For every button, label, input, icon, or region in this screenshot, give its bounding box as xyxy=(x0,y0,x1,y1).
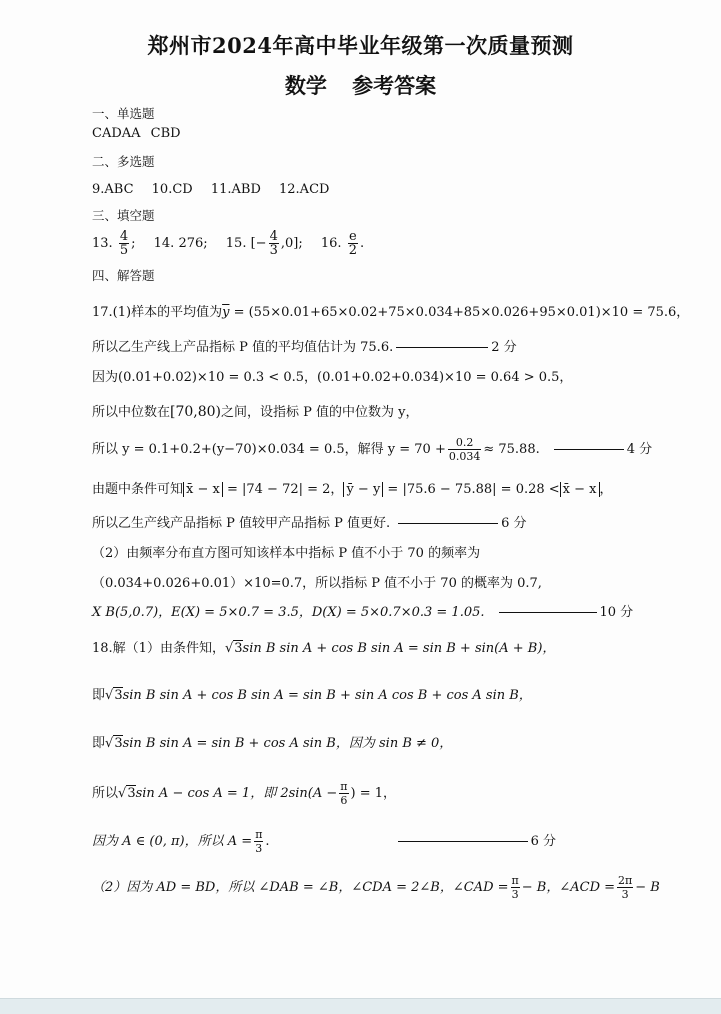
q18-l4-num: π xyxy=(340,780,348,793)
q18-l6-fraction-2 xyxy=(617,874,633,901)
multi-choice-answers: 9.ABC 10.CD 11.ABD 12.ACD xyxy=(92,182,330,197)
q17-line-7 xyxy=(92,516,527,532)
q17-abs-2: ȳ − y xyxy=(343,482,383,497)
q18-line-4: 所以√3sin A − cos A = 1，即 2sin(A − $\frac{\pi}{6}$ ) = 1， xyxy=(92,780,397,807)
q17-l5-post: ≈ 75.88. xyxy=(483,442,540,457)
q18-l6-post: − B xyxy=(635,880,660,895)
q18-l4-fraction xyxy=(339,780,348,807)
q18-line-3: 即√3sin B sin A = sin B + cos A sin B，因为 sin B ≠ 0， xyxy=(92,736,453,751)
q16-fraction xyxy=(348,230,358,257)
q13-numerator: 4 xyxy=(119,229,129,244)
q17-interval: [70,80) xyxy=(170,404,222,420)
section-heading-solutions: 四、解答题 xyxy=(92,268,155,283)
q16-denominator: 2 xyxy=(348,243,357,258)
q16-label: 16. xyxy=(320,236,342,251)
q18-line-1: 18.解（1）由条件知，√3sin B sin A + cos B sin A = sin B + sin(A + B)， xyxy=(92,641,556,656)
q13-fraction xyxy=(119,230,129,257)
q18-line-2: 即√3sin B sin A + cos B sin A = sin B + sin A cos B + cos A sin B， xyxy=(92,688,532,703)
q18-l2-pre: 即 xyxy=(92,688,106,703)
q17-line-6 xyxy=(92,482,613,498)
page-bottom-border xyxy=(0,998,721,1014)
q18-l6-num2: 2π xyxy=(618,874,633,887)
score-dash xyxy=(398,841,528,842)
q13-tail: ; xyxy=(131,236,136,251)
q17-line-3: 因为(0.01+0.02)×10 = 0.3 < 0.5，(0.01+0.02+0.034)×10 = 0.64 > 0.5， xyxy=(92,370,573,385)
document-subtitle: 数学 参考答案 xyxy=(284,73,437,98)
q17-l5-num: 0.2 xyxy=(448,436,482,450)
q18-l5-den: 3 xyxy=(255,842,263,855)
q17-l6-pre: 由题中条件可知 xyxy=(92,482,184,497)
q17-l4-pre: 所以中位数在 xyxy=(92,405,171,420)
q17-l6-mid: = |74 − 72| = 2， xyxy=(222,482,344,497)
q18-l6-fraction-1 xyxy=(511,874,520,901)
q18-l4-root: 3 xyxy=(127,786,136,801)
q17-abs-1: x̄ − x xyxy=(183,482,223,497)
q17-line-8: （2）由频率分布直方图可知该样本中指标 P 值不小于 70 的频率为 xyxy=(92,546,481,561)
q15-fraction xyxy=(269,230,279,257)
q17-l6-mid2: = |75.6 − 75.88| = 0.28 < xyxy=(383,482,560,497)
q18-line-5 xyxy=(92,828,556,855)
q15-pre: [− xyxy=(250,236,267,251)
q14-answer: 14. 276; xyxy=(153,236,208,251)
q17-l2-text: 所以乙生产线上产品指标 P 值的平均值估计为 75.6. xyxy=(92,340,394,355)
q17-score-10: 10 分 xyxy=(599,605,634,620)
q18-l1-expr: sin B sin A + cos B sin A = sin B + sin(A + B)， xyxy=(242,641,556,656)
q13-label: 13. xyxy=(92,236,113,251)
score-dash xyxy=(554,449,624,450)
q18-l3-expr: sin B sin A = sin B + cos A sin B，因为 sin B ≠ 0， xyxy=(122,736,453,751)
score-dash xyxy=(398,523,498,524)
q18-l4-den: 6 xyxy=(340,794,348,807)
q17-l1-text: 17.(1)样本的平均值为 xyxy=(92,305,223,320)
q17-line-9: （0.034+0.026+0.01）×10=0.7，所以指标 P 值不小于 70 的概率为 0.7, xyxy=(92,576,542,591)
q17-line-10 xyxy=(92,605,633,621)
fill-blank-answers xyxy=(92,230,364,257)
q17-l5-fraction xyxy=(448,436,482,463)
q18-l4-mid: sin A − cos A = 1，即 2sin(A − xyxy=(135,786,338,801)
q17-line-4 xyxy=(92,404,419,421)
q16-numerator: e xyxy=(348,229,357,244)
q17-l7-text: 所以乙生产线产品指标 P 值较甲产品指标 P 值更好. xyxy=(92,516,391,531)
q18-l5-fraction xyxy=(254,828,263,855)
q17-l6-tail: ， xyxy=(599,482,613,497)
q16-tail: . xyxy=(359,236,365,251)
q17-l5-pre: 所以 y = 0.1+0.2+(y−70)×0.034 = 0.5，解得 y = 70 + xyxy=(92,442,446,457)
q18-l5-num: π xyxy=(255,828,263,841)
q17-l4-post: 之间，设指标 P 值的中位数为 y， xyxy=(221,405,419,420)
q17-score-4: 4 分 xyxy=(626,442,653,457)
q15-label: 15. xyxy=(225,236,247,251)
q15-post: ,0]; xyxy=(280,236,303,251)
q18-l6-den1: 3 xyxy=(511,888,519,901)
q18-l6-num1: π xyxy=(511,874,519,887)
q18-l1-root: 3 xyxy=(234,641,243,656)
q17-ybar: $\overline{y}$ xyxy=(222,305,230,320)
q17-line-2 xyxy=(92,340,517,356)
q18-l6-den2: 3 xyxy=(621,888,629,901)
q18-l4-post: ) = 1， xyxy=(350,786,397,801)
q13-denominator: 5 xyxy=(119,243,129,258)
q18-l5-post: . xyxy=(265,834,270,849)
q18-l6-pre: （2）因为 AD = BD，所以 ∠DAB = ∠B，∠CDA = 2∠B，∠CAD = xyxy=(92,880,509,895)
q18-l2-expr: sin B sin A + cos B sin A = sin B + sin A cos B + cos A sin B， xyxy=(122,688,532,703)
section-heading-multi-choice: 二、多选题 xyxy=(92,154,155,169)
q18-l2-root: 3 xyxy=(114,688,123,703)
q18-l1-pre: 18.解（1）由条件知， xyxy=(92,641,225,656)
score-dash xyxy=(499,612,597,613)
document-title: 郑州市2024年高中毕业年级第一次质量预测 xyxy=(147,33,574,58)
q17-abs-3: x̄ − x xyxy=(560,482,600,497)
section-heading-single-choice: 一、单选题 xyxy=(92,106,155,121)
section-heading-fill-blank: 三、填空题 xyxy=(92,208,155,223)
single-choice-answers: CADAA CBD xyxy=(92,126,181,141)
q18-l3-pre: 即 xyxy=(92,736,106,751)
q18-line-6 xyxy=(92,874,660,901)
q17-score-6: 6 分 xyxy=(501,516,527,531)
q17-line-1 xyxy=(92,305,689,321)
q17-score-2: 2 分 xyxy=(491,340,517,355)
q18-l6-mid: − B，∠ACD = xyxy=(521,880,616,895)
q17-l1-expr: = (55×0.01+65×0.02+75×0.034+85×0.026+95×0.01)×10 = 75.6， xyxy=(229,305,690,320)
q18-l4-pre: 所以 xyxy=(92,786,119,801)
score-dash xyxy=(396,347,488,348)
q15-numerator: 4 xyxy=(269,229,278,244)
q18-l3-root: 3 xyxy=(114,736,123,751)
q17-line-5 xyxy=(92,436,652,463)
q17-l10-text: X B(5,0.7)，E(X) = 5×0.7 = 3.5，D(X) = 5×0.7×0.3 = 1.05. xyxy=(92,605,485,620)
q18-l5-pre: 因为 A ∈ (0, π)，所以 A = xyxy=(92,834,253,849)
q18-score-6: 6 分 xyxy=(530,834,556,849)
q15-denominator: 3 xyxy=(269,243,278,258)
q17-l5-den: 0.034 xyxy=(448,450,481,463)
